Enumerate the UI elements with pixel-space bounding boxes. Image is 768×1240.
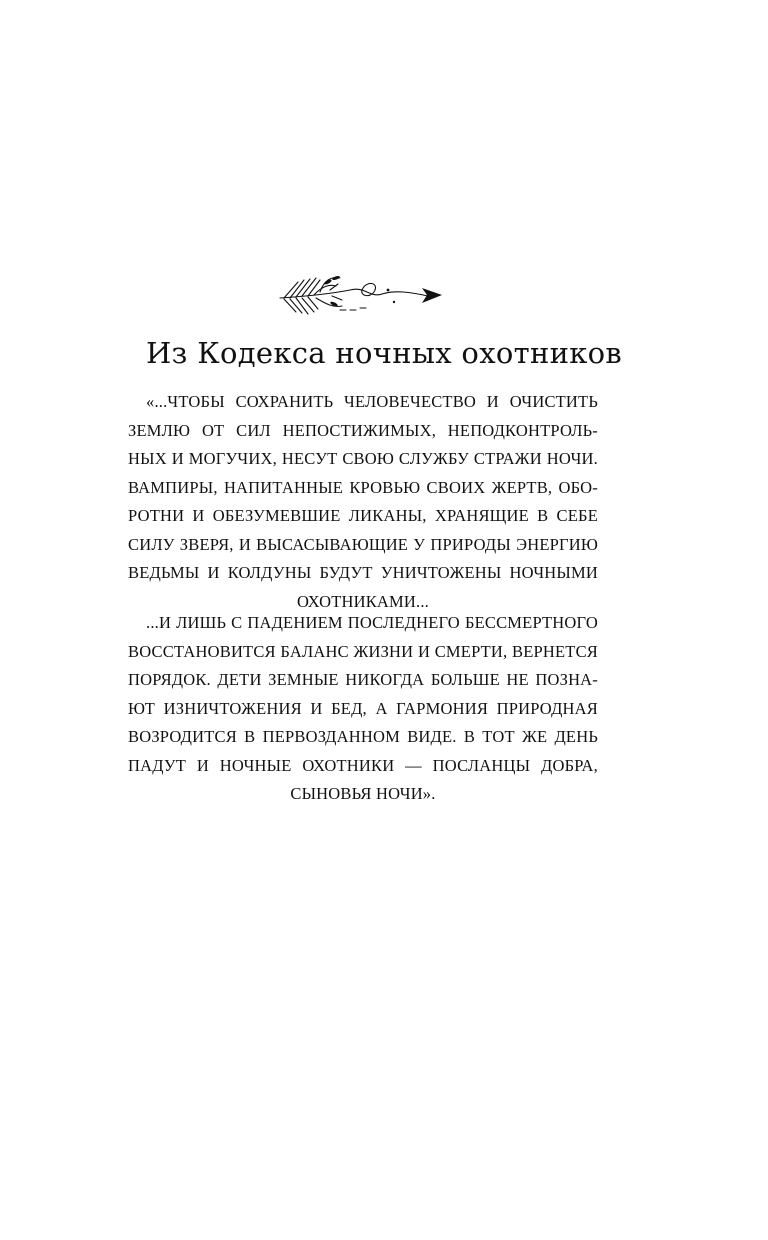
text-line: НЫХ И МОГУЧИХ, НЕСУТ СВОЮ СЛУЖБУ СТРАЖИ НОЧИ.: [128, 449, 598, 468]
text-line: ВОЗРОДИТСЯ В ПЕРВОЗДАННОМ ВИДЕ. В ТОТ ЖЕ ДЕНЬ: [128, 727, 598, 746]
text-line: ПОРЯДОК. ДЕТИ ЗЕМНЫЕ НИКОГДА БОЛЬШЕ НЕ ПОЗНА-: [128, 670, 598, 689]
text-line: «...ЧТОБЫ СОХРАНИТЬ ЧЕЛОВЕЧЕСТВО И ОЧИСТИТЬ: [146, 392, 598, 411]
text-line: СИЛУ ЗВЕРЯ, И ВЫСАСЫВАЮЩИЕ У ПРИРОДЫ ЭНЕРГИЮ: [128, 534, 598, 554]
quote-paragraph-1: [128, 388, 598, 616]
text-line: ВАМПИРЫ, НАПИТАННЫЕ КРОВЬЮ СВОИХ ЖЕРТВ, ОБО-: [128, 477, 598, 497]
text-line: ...И ЛИШЬ С ПАДЕНИЕМ ПОСЛЕДНЕГО БЕССМЕРТНОГО: [146, 613, 598, 632]
text-line: СЫНОВЬЯ НОЧИ».: [290, 784, 436, 803]
text-line: ЗЕМЛЮ ОТ СИЛ НЕПОСТИЖИМЫХ, НЕПОДКОНТРОЛЬ-: [128, 420, 598, 440]
text-line: ВЕДЬМЫ И КОЛДУНЫ БУДУТ УНИЧТОЖЕНЫ НОЧНЫМИ: [128, 563, 598, 582]
text-line: РОТНИ И ОБЕЗУМЕВШИЕ ЛИКАНЫ, ХРАНЯЩИЕ В СЕБЕ: [128, 506, 598, 525]
arrow-feather-ornament-icon: [270, 268, 450, 320]
text-line: ПАДУТ И НОЧНЫЕ ОХОТНИКИ — ПОСЛАНЦЫ ДОБРА,: [128, 755, 598, 775]
ornament-svg: [270, 268, 450, 320]
text-line: ЮТ ИЗНИЧТОЖЕНИЯ И БЕД, А ГАРМОНИЯ ПРИРОДНАЯ: [128, 698, 598, 718]
quote-paragraph-2: [128, 609, 598, 809]
text-line: ВОССТАНОВИТСЯ БАЛАНС ЖИЗНИ И СМЕРТИ, ВЕРНЕТСЯ: [128, 641, 598, 661]
text-line: ОХОТНИКАМИ...: [296, 591, 429, 611]
chapter-heading: Из Кодекса ночных охотников: [145, 336, 623, 370]
